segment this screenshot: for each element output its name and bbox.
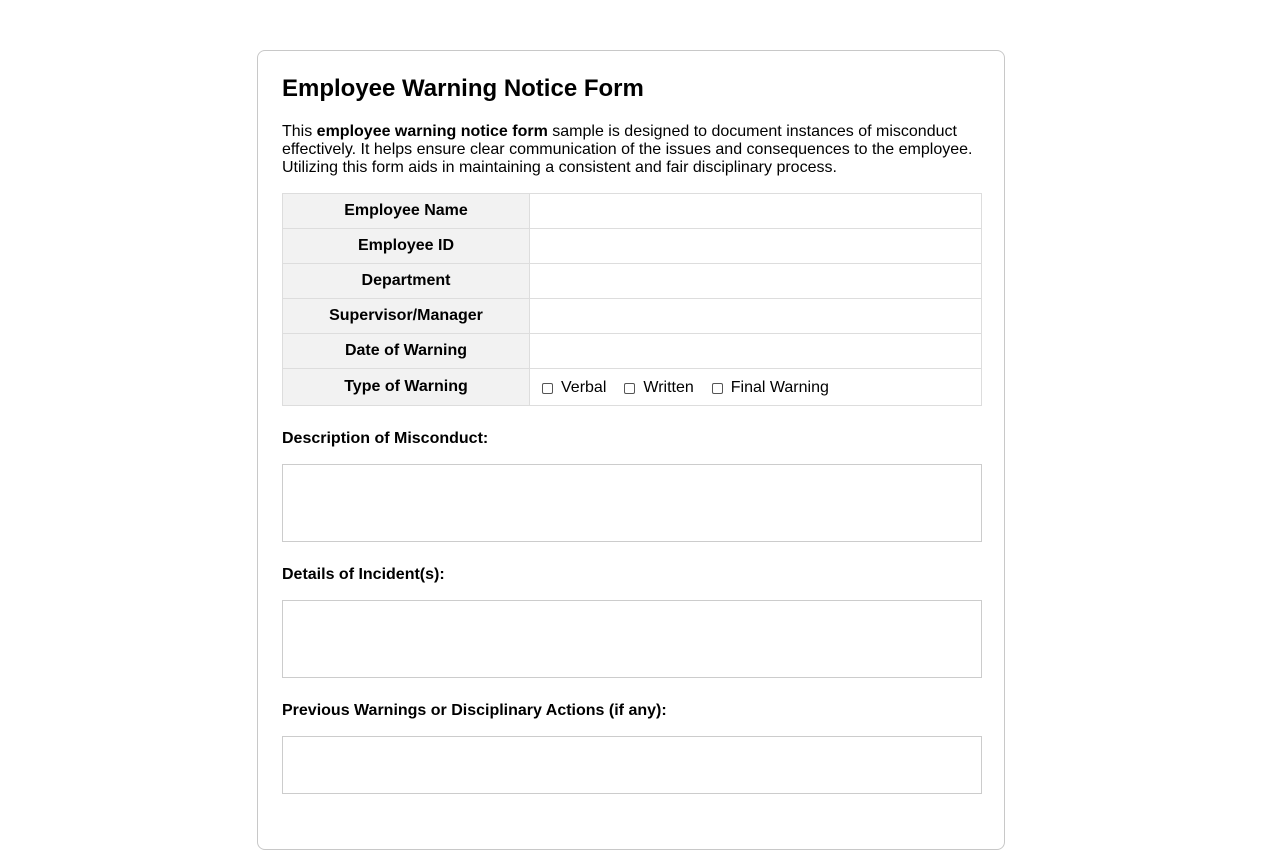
date-of-warning-field[interactable] <box>530 334 982 369</box>
written-option[interactable] <box>624 379 693 397</box>
table-row <box>283 194 982 229</box>
intro-suffix: sample is designed to document instances of misconduct effectively. It helps ensure clear communication of the issues and consequences to the employee. Utilizing this form aids in maintaining a consistent and fair disciplinary process. <box>282 123 973 176</box>
warning-type-options <box>530 369 982 406</box>
intro-prefix: This <box>282 123 317 140</box>
field-label-warning-type: Type of Warning <box>283 369 530 406</box>
intro-bold: employee warning notice form <box>316 123 548 140</box>
verbal-checkbox[interactable] <box>542 383 553 394</box>
previous-warnings-label: Previous Warnings or Disciplinary Actions (if any): <box>282 702 667 719</box>
verbal-option[interactable] <box>542 379 606 397</box>
field-label-employee-id: Employee ID <box>283 229 530 264</box>
intro-paragraph <box>282 123 982 177</box>
table-row <box>283 334 982 369</box>
final-warning-option[interactable] <box>712 379 829 397</box>
field-label-department: Department <box>283 264 530 299</box>
field-label-supervisor: Supervisor/Manager <box>283 299 530 334</box>
table-row <box>283 369 982 406</box>
field-label-date: Date of Warning <box>283 334 530 369</box>
form-card <box>257 50 1005 850</box>
written-checkbox[interactable] <box>624 383 635 394</box>
table-row <box>283 264 982 299</box>
table-row <box>283 229 982 264</box>
verbal-label: Verbal <box>561 379 607 396</box>
field-label-employee-name: Employee Name <box>283 194 530 229</box>
table-row <box>283 299 982 334</box>
incident-details-textarea[interactable] <box>282 600 982 678</box>
description-label: Description of Misconduct: <box>282 430 489 447</box>
page-title: Employee Warning Notice Form <box>282 75 644 102</box>
employee-name-field[interactable] <box>530 194 982 229</box>
department-field[interactable] <box>530 264 982 299</box>
previous-warnings-textarea[interactable] <box>282 736 982 794</box>
supervisor-field[interactable] <box>530 299 982 334</box>
final-warning-label: Final Warning <box>730 379 829 396</box>
description-textarea[interactable] <box>282 464 982 542</box>
employee-id-field[interactable] <box>530 229 982 264</box>
written-label: Written <box>643 379 694 396</box>
employee-info-table <box>282 193 982 406</box>
incident-details-label: Details of Incident(s): <box>282 566 445 583</box>
final-warning-checkbox[interactable] <box>712 383 723 394</box>
